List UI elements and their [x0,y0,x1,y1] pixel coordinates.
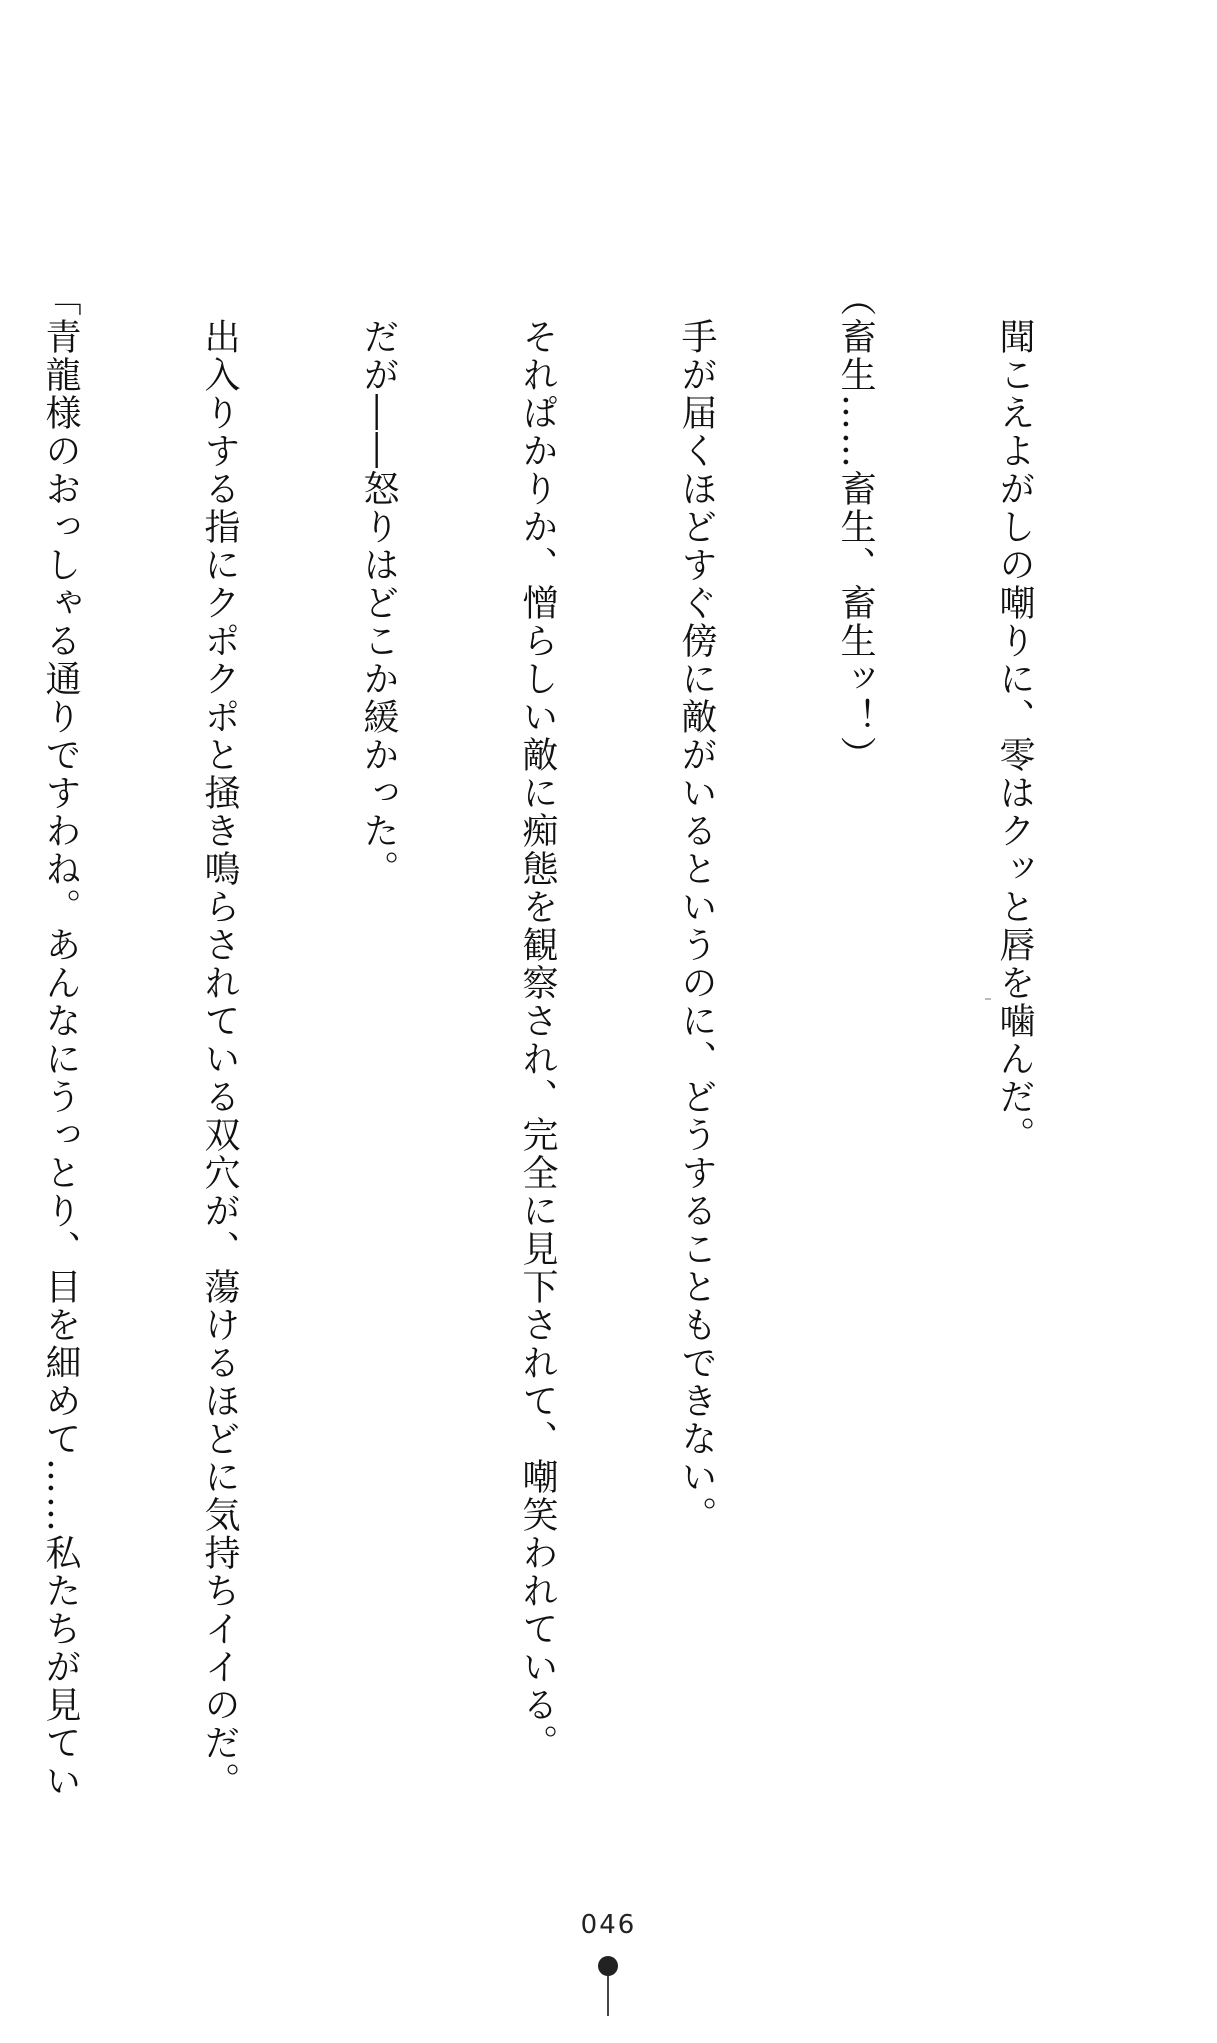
text-line: だが――怒りはどこか緩かった。 [358,280,399,888]
text-line: それぱかりか、憎らしい敵に痴態を観察され、完全に見下されて、嘲笑われている。 [517,280,558,1762]
text-line: 手が届くほどすぐ傍に敵がいるというのに、どうすることもできない。 [676,280,717,1534]
text-line: 「青龍様のおっしゃる通りですわね。あんなにうっとり、目を細めて……私たちが見てい [40,280,81,1800]
stray-mark [985,998,991,1000]
text-line: 聞こえよがしの嘲りに、零はクッと唇を噛んだ。 [994,280,1035,1154]
page-number: 046 [580,1910,637,1940]
text-line: （畜生……畜生、畜生ッ！） [835,280,876,774]
text-line: 出入りする指にクポクポと掻き鳴らされている双穴が、蕩けるほどに気持ちイイのだ。 [199,280,240,1800]
vertical-text-block [40,280,1147,1800]
page-marker-dot [598,1956,618,1976]
page-marker-stem [607,1976,609,2016]
